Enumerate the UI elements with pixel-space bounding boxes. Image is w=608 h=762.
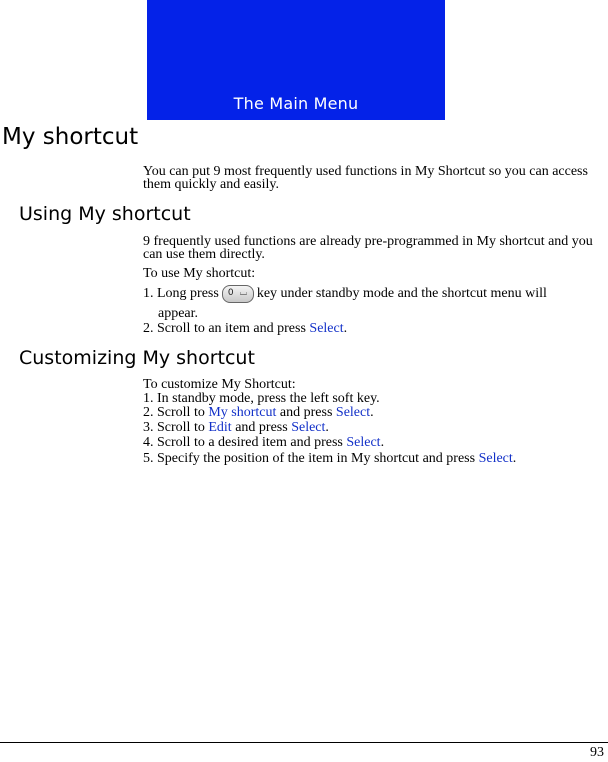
customizing-lead: To customize My Shortcut:	[143, 377, 296, 392]
footer-divider	[0, 742, 608, 743]
select-label: Select	[346, 435, 381, 450]
customizing-title: Customizing My shortcut	[19, 347, 255, 369]
customizing-step-1: 1. In standby mode, press the left soft key.	[143, 391, 380, 406]
select-label: Select	[309, 321, 344, 336]
edit-label: Edit	[208, 420, 232, 435]
using-step-2	[143, 321, 347, 337]
using-step-1	[143, 285, 547, 303]
customizing-step-4	[143, 435, 384, 451]
select-label: Select	[478, 451, 513, 466]
step-text: 5. Specify the position of the item in My shortcut and press	[143, 451, 476, 466]
using-step-2-text: 2. Scroll to an item and press	[143, 321, 306, 336]
key-right-glyph: ⌴	[239, 288, 248, 298]
page-number: 93	[590, 745, 604, 760]
step-text: and press	[235, 420, 288, 435]
section-title: My shortcut	[2, 124, 139, 150]
period: .	[325, 420, 329, 435]
using-intro: 9 frequently used functions are already pre-programmed in My shortcut and you can use them directly.	[143, 234, 593, 262]
period: .	[370, 405, 374, 420]
select-label: Select	[335, 405, 371, 420]
customizing-step-3	[143, 420, 329, 436]
key-left-glyph: 0	[227, 288, 234, 298]
section-intro: You can put 9 most frequently used functions in My Shortcut so you can access them quickly and easily.	[143, 164, 588, 192]
using-lead: To use My shortcut:	[143, 266, 256, 281]
customizing-step-2	[143, 405, 374, 421]
period: .	[512, 451, 517, 466]
select-label: Select	[291, 420, 326, 435]
my-shortcut-label: My shortcut	[208, 405, 277, 420]
period: .	[380, 435, 385, 450]
step-text: 2. Scroll to	[143, 405, 205, 420]
using-step-1-cont: appear.	[158, 306, 199, 321]
period: .	[343, 321, 348, 336]
banner-title: The Main Menu	[233, 94, 359, 113]
step-text: 4. Scroll to a desired item and press	[143, 435, 343, 450]
header-banner	[147, 0, 445, 120]
using-step-1-text-after: key under standby mode and the shortcut menu will	[256, 286, 547, 302]
using-step-1-text: 1. Long press	[143, 286, 219, 302]
customizing-step-5	[143, 451, 516, 467]
using-title: Using My shortcut	[19, 203, 191, 225]
space-key-icon	[222, 285, 254, 303]
step-text: 3. Scroll to	[143, 420, 205, 435]
step-text: and press	[279, 405, 333, 420]
